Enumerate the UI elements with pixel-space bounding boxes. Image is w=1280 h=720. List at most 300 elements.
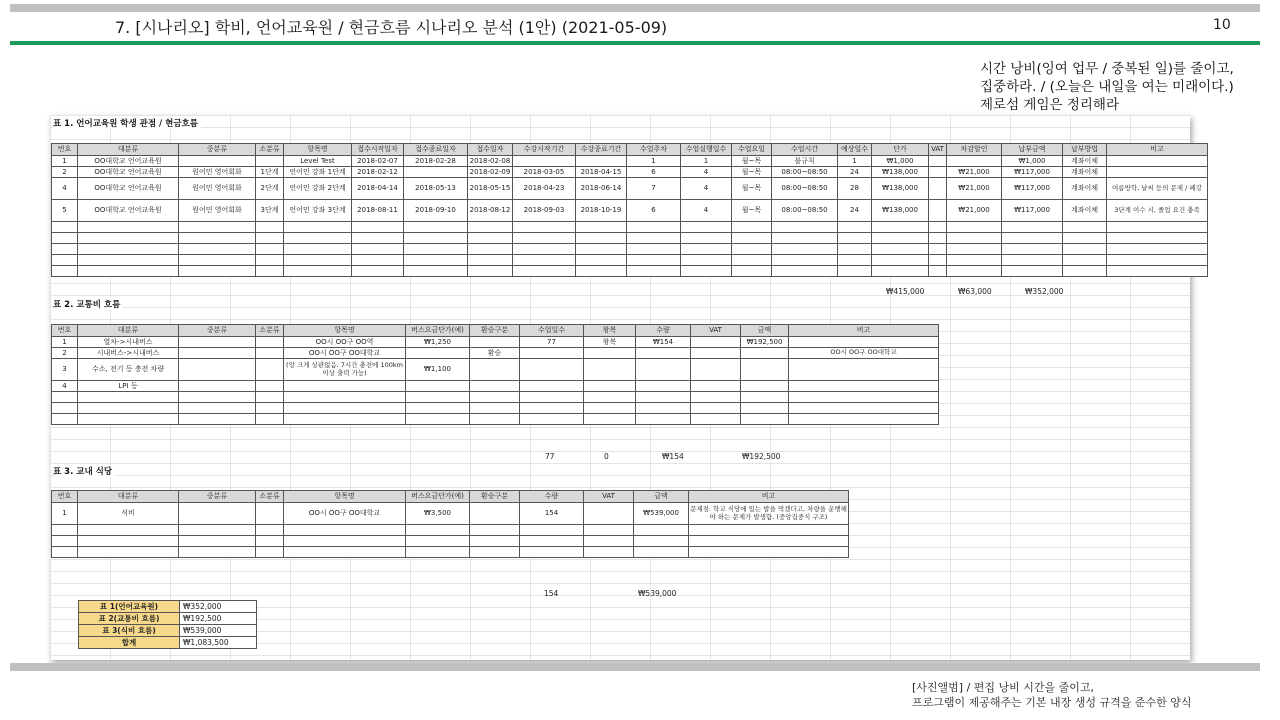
- table1-cell: [1107, 244, 1208, 255]
- table1-cell: [929, 244, 947, 255]
- motto-line: 시간 낭비(잉여 업무 / 중복된 일)를 줄이고,: [980, 61, 1234, 77]
- table2-cell: [256, 359, 284, 381]
- table3-cell: [52, 525, 78, 536]
- table2-cell: [179, 403, 256, 414]
- table1-cell: OO대학교 언어교육원: [78, 167, 179, 178]
- table1-cell: [838, 233, 872, 244]
- table1-cell: [1063, 266, 1107, 277]
- table1-cell: [52, 233, 78, 244]
- table1-cell: [772, 233, 838, 244]
- summary-label: 합계: [79, 637, 180, 649]
- table2-cell: [406, 403, 470, 414]
- table2-cell: [52, 403, 78, 414]
- table1-cell: [1002, 233, 1063, 244]
- table2-col-header: 대분류: [78, 325, 179, 337]
- table2-cell: [741, 414, 789, 425]
- table3-cell: [406, 536, 470, 547]
- table3-cell: [520, 525, 584, 536]
- table2-cell: [406, 392, 470, 403]
- table1-cell: 4: [681, 200, 732, 222]
- table1-col-header: 수업시간: [772, 144, 838, 156]
- table1-cell: [1107, 222, 1208, 233]
- table2-cell: OO시 OO구 OO대학교: [789, 348, 939, 359]
- table1-cell: 2018-02-09: [468, 167, 513, 178]
- summary-row: [79, 625, 257, 637]
- table3-cell: 1: [52, 503, 78, 525]
- table2-col-header: 금액: [741, 325, 789, 337]
- table1-cell: 4: [52, 178, 78, 200]
- table1-empty-row: [52, 255, 1208, 266]
- table1-cell: [179, 233, 256, 244]
- table2-cell: [520, 414, 584, 425]
- table1-cell: 2018-03-05: [513, 167, 576, 178]
- table1-cell: [838, 244, 872, 255]
- table1-cell: [404, 255, 468, 266]
- table2-cell: [741, 403, 789, 414]
- table1-cell: [513, 233, 576, 244]
- table1-cell: [929, 178, 947, 200]
- table2-cell: [470, 337, 520, 348]
- table1-cell: ₩1,000: [872, 156, 929, 167]
- table1-cell: 2018-05-15: [468, 178, 513, 200]
- table2-cell: [256, 414, 284, 425]
- table2-total-days: 77: [545, 452, 555, 461]
- table1-cell: 3단계 이수 시, 졸업 요건 충족: [1107, 200, 1208, 222]
- table1-cell: 7: [627, 178, 681, 200]
- table1-cell: [627, 233, 681, 244]
- table2-cell: [179, 337, 256, 348]
- table1-cell: [681, 255, 732, 266]
- table1-cell: [284, 244, 352, 255]
- table1-cell: [838, 255, 872, 266]
- table1-row: [52, 156, 1208, 167]
- table1-cell: 3단계: [256, 200, 284, 222]
- table2-cell: [691, 359, 741, 381]
- table3-cell: [284, 525, 406, 536]
- table2-cell: [741, 392, 789, 403]
- table1-cell: [681, 233, 732, 244]
- table1-cell: [52, 266, 78, 277]
- table2-col-header: 왕복: [584, 325, 636, 337]
- table1-col-header: VAT: [929, 144, 947, 156]
- table2-cell: [179, 392, 256, 403]
- table1-empty-row: [52, 244, 1208, 255]
- table2-cell: [789, 414, 939, 425]
- table1-cell: 2018-04-14: [352, 178, 404, 200]
- summary-value: ₩539,000: [180, 625, 257, 637]
- table2-empty-row: [52, 403, 939, 414]
- table1-cell: 1단계: [256, 167, 284, 178]
- table1-cell: [872, 233, 929, 244]
- table1-cell: [1002, 244, 1063, 255]
- table1-cell: [947, 222, 1002, 233]
- table1-cell: 1: [838, 156, 872, 167]
- table3-cell: [689, 536, 849, 547]
- table1-cell: [1107, 233, 1208, 244]
- table2-cell: OO시 OO구 OO대학교: [284, 348, 406, 359]
- table3-empty-row: [52, 536, 849, 547]
- table1-col-header: 접수시작일자: [352, 144, 404, 156]
- table2-body: [52, 337, 939, 425]
- table3-empty-row: [52, 525, 849, 536]
- table1-cell: 2018-08-11: [352, 200, 404, 222]
- table2-cell: ₩1,250: [406, 337, 470, 348]
- table1-cell: [468, 222, 513, 233]
- table1-cell: [947, 255, 1002, 266]
- table1-cell: [256, 266, 284, 277]
- table3-cell: [470, 536, 520, 547]
- table1-cell: [52, 222, 78, 233]
- table1-cell: [838, 222, 872, 233]
- table1-cell: [404, 233, 468, 244]
- table3-total-qty: 154: [544, 589, 559, 598]
- table1-cell: 2018-06-14: [576, 178, 627, 200]
- table3-empty-row: [52, 547, 849, 558]
- table1-cell: [732, 244, 772, 255]
- table3-cell: [78, 525, 179, 536]
- table2-cell: [636, 392, 691, 403]
- table1-cell: [681, 244, 732, 255]
- table3-col-header: 대분류: [78, 491, 179, 503]
- table1-col-header: 번호: [52, 144, 78, 156]
- table1-cell: [52, 255, 78, 266]
- table2-row: [52, 381, 939, 392]
- table2-header: [52, 325, 939, 337]
- table1-cell: [929, 233, 947, 244]
- table2-cell: 수소, 전기 등 충전 차량: [78, 359, 179, 381]
- table3-col-header: 항목명: [284, 491, 406, 503]
- table1-cell: 2018-05-13: [404, 178, 468, 200]
- table1-col-header: 납부금액: [1002, 144, 1063, 156]
- table1-col-header: 대분류: [78, 144, 179, 156]
- summary-value: ₩1,083,500: [180, 637, 257, 649]
- table2-col-header: 소분류: [256, 325, 284, 337]
- table1-cell: [78, 244, 179, 255]
- table1-cell: [179, 266, 256, 277]
- summary-value: ₩352,000: [180, 601, 257, 613]
- table1-col-header: 항목명: [284, 144, 352, 156]
- table1-cell: 1: [627, 156, 681, 167]
- table2-cell: [256, 392, 284, 403]
- table3-cell: [520, 536, 584, 547]
- table2-cell: [256, 337, 284, 348]
- table1-col-header: 수업주차: [627, 144, 681, 156]
- table1-total-unit-price: ₩415,000: [886, 287, 925, 296]
- table1-cell: [1107, 167, 1208, 178]
- table1-cell: [352, 244, 404, 255]
- table2-cell: [52, 414, 78, 425]
- table3-cell: [406, 547, 470, 558]
- table2-cell: [691, 337, 741, 348]
- table1-cell: 월~목: [732, 178, 772, 200]
- table1-cell: [513, 266, 576, 277]
- table2-transport: [51, 324, 939, 425]
- table1-cell: 계좌이체: [1063, 178, 1107, 200]
- table1-cell: 2018-08-12: [468, 200, 513, 222]
- table1-col-header: 납부방법: [1063, 144, 1107, 156]
- table1-cell: 1: [681, 156, 732, 167]
- motto-line: 집중하라. / (오늘은 내일을 여는 미래이다.): [980, 79, 1234, 95]
- page-number: 10: [1213, 17, 1231, 33]
- table1-cell: 2018-02-28: [404, 156, 468, 167]
- table2-title: 표 2. 교통비 흐름: [53, 298, 123, 310]
- table2-cell: [636, 403, 691, 414]
- table1-cell: 2018-04-23: [513, 178, 576, 200]
- table3-col-header: VAT: [584, 491, 634, 503]
- table1-cell: 2018-02-08: [468, 156, 513, 167]
- table1-total-discount: ₩63,000: [958, 287, 992, 296]
- table1-cell: [284, 222, 352, 233]
- table1-col-header: 비고: [1107, 144, 1208, 156]
- table3-cell: 154: [520, 503, 584, 525]
- table3-cell: [520, 547, 584, 558]
- table1-cell: [468, 266, 513, 277]
- table1-cell: [732, 233, 772, 244]
- table1-cell: [468, 244, 513, 255]
- table1-empty-row: [52, 233, 1208, 244]
- table2-cell: [520, 348, 584, 359]
- table1-cell: [681, 222, 732, 233]
- table2-cell: 1: [52, 337, 78, 348]
- table1-cell: [772, 222, 838, 233]
- table3-cell: [689, 547, 849, 558]
- table2-cell: [520, 392, 584, 403]
- table1-cell: [872, 266, 929, 277]
- table1-cell: [179, 222, 256, 233]
- table2-cell: 3: [52, 359, 78, 381]
- table1-cell: [256, 255, 284, 266]
- table2-cell: [584, 403, 636, 414]
- table1-cell: [681, 266, 732, 277]
- table3-cell: 식비: [78, 503, 179, 525]
- table2-cell: [470, 414, 520, 425]
- table2-cell: [470, 381, 520, 392]
- table2-cell: OO시 OO구 OO역: [284, 337, 406, 348]
- table1-cell: OO대학교 언어교육원: [78, 156, 179, 167]
- table2-row: [52, 348, 939, 359]
- table2-cell: LPI 등: [78, 381, 179, 392]
- table1-cell: 2018-09-10: [404, 200, 468, 222]
- table1-cell: [947, 266, 1002, 277]
- table2-cell: 열차->시내버스: [78, 337, 179, 348]
- table2-cell: [78, 392, 179, 403]
- table3-col-header: 환승구분: [470, 491, 520, 503]
- table1-cell: 계좌이체: [1063, 200, 1107, 222]
- footer-line: [사진앨범] / 편집 낭비 시간을 줄이고,: [912, 681, 1095, 694]
- table1-cell: [404, 266, 468, 277]
- table1-cell: [352, 255, 404, 266]
- table1-cell: [576, 244, 627, 255]
- table3-cell: [470, 525, 520, 536]
- table3-cafeteria: [51, 490, 849, 558]
- table1-cell: [256, 244, 284, 255]
- table1-cell: [576, 255, 627, 266]
- table1-cell: [1063, 255, 1107, 266]
- table2-cell: [584, 392, 636, 403]
- table2-cell: [179, 414, 256, 425]
- table3-cell: OO시 OO구 OO대학교: [284, 503, 406, 525]
- table1-cell: 계좌이체: [1063, 167, 1107, 178]
- table2-cell: [52, 392, 78, 403]
- table2-cell: [284, 392, 406, 403]
- table3-total-amount: ₩539,000: [638, 589, 677, 598]
- table3-cell: [584, 536, 634, 547]
- table1-cell: [1107, 156, 1208, 167]
- table1-body: [52, 156, 1208, 277]
- table1-cell: 24: [838, 200, 872, 222]
- spreadsheet-image: [50, 115, 1202, 660]
- table3-cell: 문제점: 학교 식당에 있는 밥을 먹겠다고, 차량을 운행해야 하는 문제가 발생함. (중앙집중식 구조): [689, 503, 849, 525]
- table1-cell: [513, 244, 576, 255]
- table1-cell: 08:00~08:50: [772, 200, 838, 222]
- table1-cell: 언어민 강좌 1단계: [284, 167, 352, 178]
- table1-cell: [627, 222, 681, 233]
- table2-cell: [584, 348, 636, 359]
- table3-cell: [284, 536, 406, 547]
- table1-cell: [929, 255, 947, 266]
- table1-col-header: 접수일자: [468, 144, 513, 156]
- table1-cell: 월~목: [732, 156, 772, 167]
- table1-cell: 계좌이체: [1063, 156, 1107, 167]
- summary-label: 표 1(언어교육원): [79, 601, 180, 613]
- table2-cell: 4: [52, 381, 78, 392]
- table3-header-row: [52, 491, 849, 503]
- table1-cell: 4: [681, 178, 732, 200]
- table1-cell: 언어민 강좌 2단계: [284, 178, 352, 200]
- table3-cell: [78, 547, 179, 558]
- table2-header-row: [52, 325, 939, 337]
- table1-cell: [404, 167, 468, 178]
- table3-cell: [179, 525, 256, 536]
- table1-row: [52, 178, 1208, 200]
- table1-cell: [947, 156, 1002, 167]
- table3-cell: [179, 503, 256, 525]
- table2-cell: [179, 348, 256, 359]
- table1-cell: 28: [838, 178, 872, 200]
- table1-col-header: 단가: [872, 144, 929, 156]
- table2-cell: [520, 359, 584, 381]
- bottom-divider-bar: [10, 663, 1260, 671]
- table1-cell: 원어민 영어회화: [179, 200, 256, 222]
- table2-cell: [636, 381, 691, 392]
- table1-cell: 2018-09-03: [513, 200, 576, 222]
- table1-cell: [929, 200, 947, 222]
- table1-cell: [732, 222, 772, 233]
- table1-cell: [256, 222, 284, 233]
- table1-cell: 2: [52, 167, 78, 178]
- table1-cell: 원어민 영어회화: [179, 178, 256, 200]
- table1-header: [52, 144, 1208, 156]
- table2-cell: [470, 359, 520, 381]
- table1-empty-row: [52, 222, 1208, 233]
- table2-col-header: 환승구분: [470, 325, 520, 337]
- table3-cell: [634, 536, 689, 547]
- table2-cell: [179, 381, 256, 392]
- top-divider-bar: [10, 4, 1260, 12]
- table1-cell: [947, 233, 1002, 244]
- table1-cell: [772, 266, 838, 277]
- table1-cell: [1063, 233, 1107, 244]
- table2-cell: [470, 392, 520, 403]
- table1-cell: OO대학교 언어교육원: [78, 178, 179, 200]
- table3-cell: [470, 547, 520, 558]
- table2-cell: [789, 337, 939, 348]
- table1-cell: ₩21,000: [947, 200, 1002, 222]
- table1-cell: 불규칙: [772, 156, 838, 167]
- table2-cell: [78, 403, 179, 414]
- table1-cell: 월~목: [732, 167, 772, 178]
- table3-cell: [470, 503, 520, 525]
- table2-cell: [636, 414, 691, 425]
- table2-cell: [691, 381, 741, 392]
- table3-cell: [284, 547, 406, 558]
- table2-cell: [741, 359, 789, 381]
- summary-label: 표 3(식비 흐름): [79, 625, 180, 637]
- table1-cell: 4: [681, 167, 732, 178]
- table2-cell: [284, 414, 406, 425]
- table2-cell: [256, 348, 284, 359]
- table1-cell: ₩21,000: [947, 178, 1002, 200]
- summary-body: [79, 601, 257, 649]
- table1-cell: 1: [52, 156, 78, 167]
- table3-col-header: 버스요금단가(예): [406, 491, 470, 503]
- table1-cell: ₩1,000: [1002, 156, 1063, 167]
- table2-cell: (앙 크게 상관없음. 7시간 충전에 100km이상 출력 가능): [284, 359, 406, 381]
- table1-cell: Level Test: [284, 156, 352, 167]
- table2-cell: ₩192,500: [741, 337, 789, 348]
- table1-cell: [872, 222, 929, 233]
- summary-label: 표 2(교통비 흐름): [79, 613, 180, 625]
- table2-cell: [741, 381, 789, 392]
- table1-cell: [576, 156, 627, 167]
- table2-col-header: 항목명: [284, 325, 406, 337]
- table1-cell: [838, 266, 872, 277]
- table2-cell: [691, 348, 741, 359]
- table3-cell: [584, 503, 634, 525]
- table1-cell: [78, 222, 179, 233]
- table2-cell: 77: [520, 337, 584, 348]
- table2-cell: [636, 359, 691, 381]
- summary-row: [79, 637, 257, 649]
- table3-cell: [179, 536, 256, 547]
- table1-cell: [732, 255, 772, 266]
- table2-cell: [789, 359, 939, 381]
- table2-cell: 환승: [470, 348, 520, 359]
- table1-col-header: 수업요일: [732, 144, 772, 156]
- table2-cell: [789, 392, 939, 403]
- table1-cell: [513, 222, 576, 233]
- table2-cell: [406, 348, 470, 359]
- table2-cell: [78, 414, 179, 425]
- summary-row: [79, 613, 257, 625]
- table2-cell: [691, 414, 741, 425]
- table1-cell: [627, 244, 681, 255]
- table3-row: [52, 503, 849, 525]
- table3-cell: [689, 525, 849, 536]
- table2-cell: [284, 403, 406, 414]
- table1-cell: [1002, 266, 1063, 277]
- table3-cell: [78, 536, 179, 547]
- table3-body: [52, 503, 849, 558]
- table1-cell: [872, 255, 929, 266]
- table1-cell: [284, 255, 352, 266]
- table1-cell: ₩117,000: [1002, 167, 1063, 178]
- table2-cell: [741, 348, 789, 359]
- table3-cell: [52, 547, 78, 558]
- table2-cell: [256, 381, 284, 392]
- table2-cell: [406, 381, 470, 392]
- table2-cell: [789, 381, 939, 392]
